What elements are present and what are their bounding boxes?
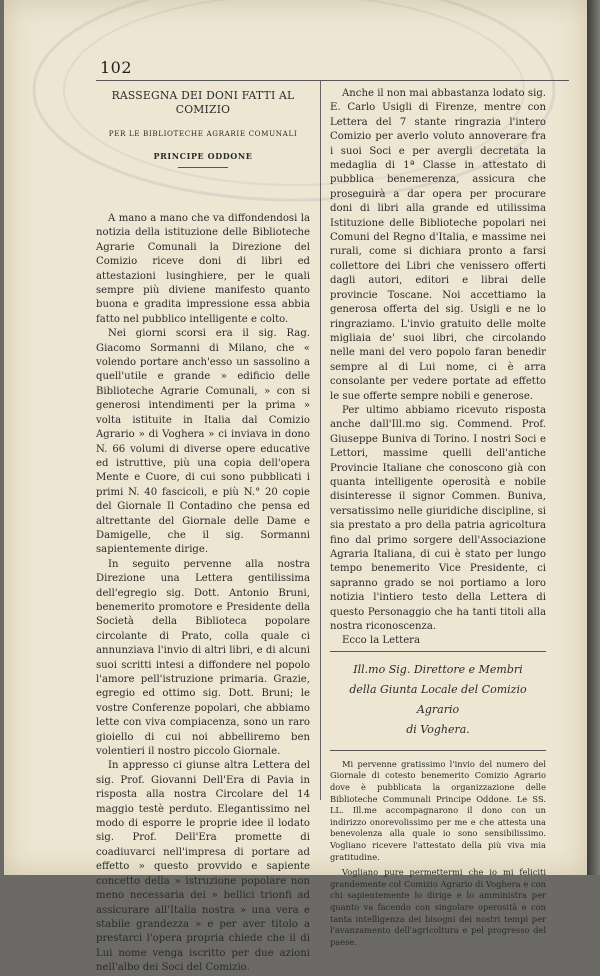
letter-rule	[330, 651, 546, 652]
article-subtitle: PER LE BIBLIOTECHE AGRARIE COMUNALI	[108, 129, 298, 138]
paragraph: Per ultimo abbiamo ricevuto risposta anche dall'Ill.mo sig. Commend. Prof. Giuseppe Buniva di Torino. I nostri Soci e Lettori, massime quelli dell'antiche Provincie Italiane che conoscono già con quanta intelligente operosità e nobile disinteresse il signor Commen. Buniva, versatissimo nelle giuridiche discipline, si sia prestato a pro della patria agricoltura fino dal primo sorgere dell'Associazione Agraria Italiana, di cui è stato per lungo tempo benemerito Vice Presidente, ci sapranno grado se noi portiamo a loro notizia l'intiero testo della Lettera di questo Personaggio che ha tanti titoli alla nostra riconoscenza.	[330, 404, 546, 633]
document-page	[4, 0, 587, 974]
letter-body	[330, 759, 546, 949]
paragraph: Nei giorni scorsi era il sig. Rag. Giacomo Sormanni di Milano, che « volendo portare anch'esso un sassolino a quell'utile e grande » edificio delle Biblioteche Agrarie Comunali, » con si generosi intendimenti per la prima » volta istituite in Italia dal Comizio Agrario » di Voghera » ci inviava in dono N. 66 volumi di diverse opere educative ed istruttive, più una copia dell'opera Mente e Cuore, di cui sono pubblicati i primi N. 40 fascicoli, e più N.° 20 copie del Giornale Il Contadino che pensa ed altrettante del Giornale delle Dame e Damigelle, che il sig. Sormanni sapientemente dirige.	[96, 328, 310, 556]
article-title: RASSEGNA DEI DONI FATTI AL COMIZIO	[111, 89, 295, 116]
letter-paragraph: Vogliano pure permettermi che io mi feliciti grandemente col Comizio Agrario di Voghera e con chi sapientemente lo dirige e lo amministra per quanto va facendo con singolare operosità e con tanta intelligenza dei bisogni dei nostri tempi per l'avanzamento dell'agricoltura e pel progresso del paese.	[330, 867, 546, 947]
letter-address	[330, 660, 546, 740]
ornament-divider	[178, 167, 228, 168]
scan-edge-shadow	[587, 0, 600, 875]
column-divider	[320, 80, 321, 800]
address-line: di Voghera.	[406, 722, 470, 736]
right-column	[330, 87, 546, 948]
left-column	[96, 87, 310, 976]
paragraph: In appresso ci giunse altra Lettera del sig. Prof. Giovanni Dell'Era di Pavia in risposta alla nostra Circolare del 14 maggio testè perduto. Elegantissimo nel modo di esporre le proprie idee il lodato sig. Prof. Dell'Era promette di coadiuvarci nell'impresa di portare ad effetto » questo provvido e sapiente concetto della » istruzione popolare non meno necessaria dei » bellici trionfi ad assicurare all'Italia nostra » una vera e stabile grandezza » e per aver titolo a prestarci l'opera propria chiede che il di Lui nome venga iscritto per due azioni nell'albo dei Soci del Comizio.	[96, 760, 310, 974]
letter-paragraph: Mi pervenne gratissimo l'invio del numero del Giornale di cotesto benemerito Comizio Agrario dove è pubblicata la organizzazione delle Biblioteche Communali Principe Oddone. Le SS. LL. Ill.me accompagnarono il dono con un indirizzo onorevolissimo per me e che attesta una benevolenza alla quale io sono sensibilissimo. Vogliano ricevere l'attestato della più viva mia gratitudine.	[330, 758, 546, 862]
article-heading: PRINCIPE ODDONE	[153, 151, 253, 161]
paragraph: In seguito pervenne alla nostra Direzione una Lettera gentilissima dell'egregio sig. Dott. Antonio Bruni, benemerito promotore e Presidente della Società della Biblioteca popolare circolante di Prato, colla quale ci annunziava l'invio di altri libri, e di alcuni suoi scritti intesi a diffondere nel popolo l'amore pell'istruzione primaria. Grazie, egregio ed ottimo sig. Dott. Bruni; le vostre Conferenze popolari, che abbiamo lette con viva compiacenza, sono un raro gioiello di cui noi abbelliremo ben volentieri il nostro piccolo Giornale.	[96, 558, 310, 758]
paragraph: A mano a mano che va diffondendosi la notizia della istituzione delle Biblioteche Agrarie Comunali la Direzione del Comizio riceve doni di libri ed attestazioni lusinghiere, per le quali sempre più diviene manifesto quanto buona e gradita impressione essa abbia fatto nel pubblico intelligente e colto.	[96, 213, 310, 325]
paragraph: Ecco la Lettera	[342, 635, 421, 647]
letter-rule	[330, 750, 546, 751]
paragraph: Anche il non mai abbastanza lodato sig. E. Carlo Usigli di Firenze, mentre con Lettera del 7 stante ringrazia l'intero Comizio per averlo voluto annoverare fra i suoi Soci e per avergli decretata la medaglia di 1ª Classe in attestato di pubblica benemerenza, assicura che proseguirà a dar opera per procurare doni di libri alla grande ed utilissima Istituzione delle Biblioteche popolari nei Comuni del Regno d'Italia, e massime nei rurali, come si dichiara pronto a farsi collettore dei Libri che venissero offerti dagli autori, editori e librai delle provincie Toscane. Noi accettiamo la generosa offerta del sig. Usigli e ne lo ringraziamo. L'invio gratuito delle molte migliaia de' suoi libri, che circolando nelle mani del vero popolo faran benedir sempre al di Lui nome, ci è arra consolante per vedere portate ad effetto le sue offerte sempre nobili e generose.	[330, 88, 546, 402]
address-line: Ill.mo Sig. Direttore e Membri	[353, 662, 523, 676]
page-number: 102	[100, 58, 133, 77]
address-line: della Giunta Locale del Comizio Agrario	[349, 682, 527, 716]
top-rule	[96, 80, 569, 81]
